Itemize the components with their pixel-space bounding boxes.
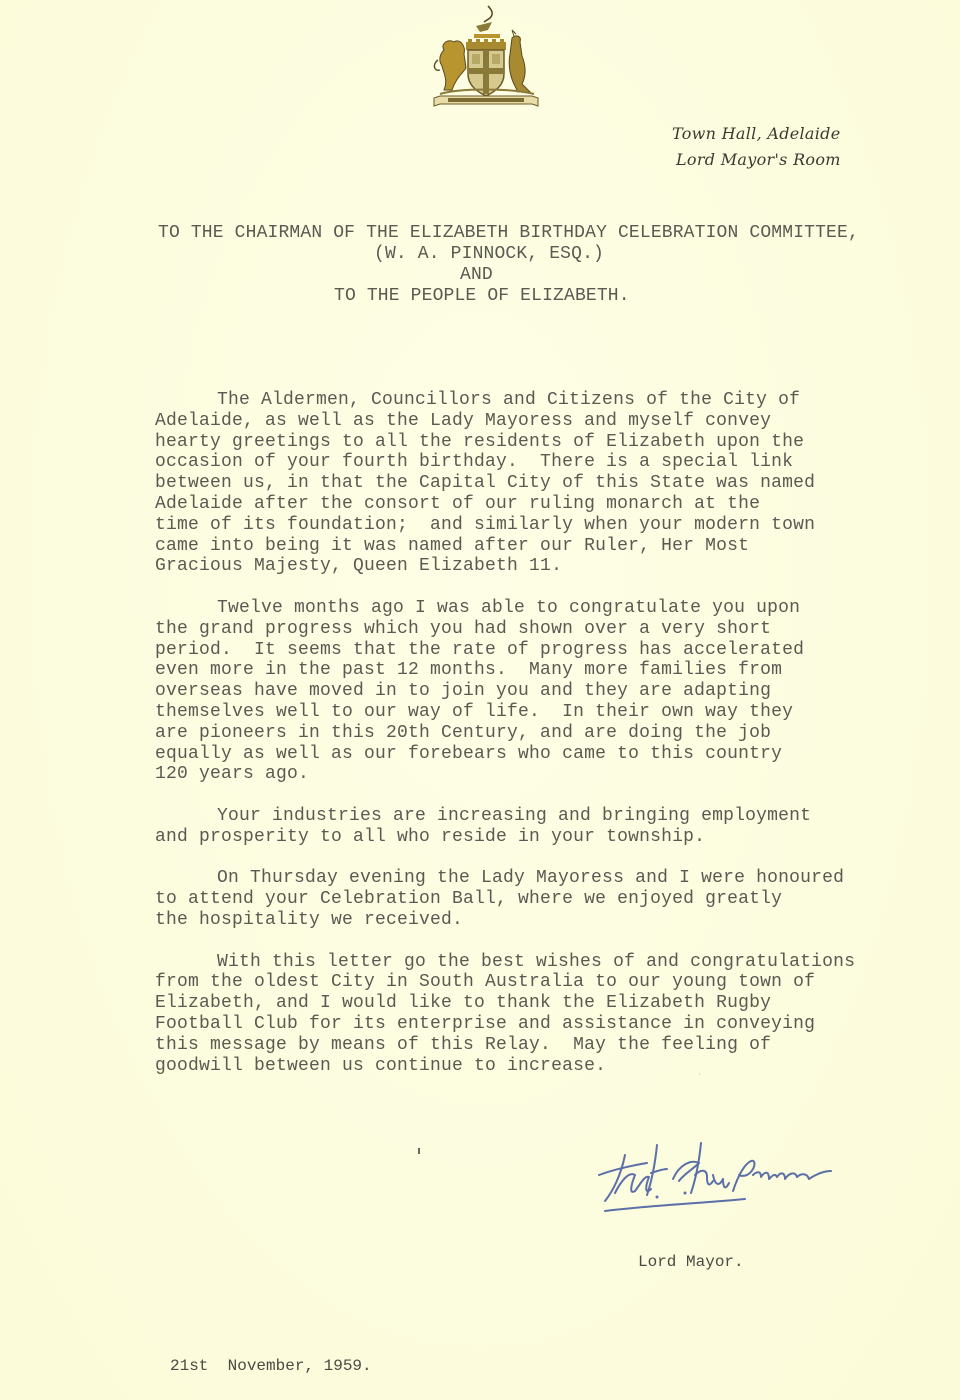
salutation-line: AND (460, 265, 493, 285)
text-line: even more in the past 12 months. Many more families from (155, 660, 783, 681)
salutation-line: TO THE CHAIRMAN OF THE ELIZABETH BIRTHDAY CELEBRATION COMMITTEE, (158, 223, 859, 243)
text-line: the hospitality we received. (155, 909, 464, 930)
paragraph (155, 390, 955, 577)
text-line: and prosperity to all who reside in your township. (155, 826, 706, 847)
signatory-title: Lord Mayor. (638, 1253, 744, 1271)
text-line: With this letter go the best wishes of and congratulations (217, 951, 856, 972)
paragraph (155, 806, 955, 848)
text-line: overseas have moved in to join you and they are adapting (155, 681, 772, 702)
text-line: this message by means of this Relay. May the feeling of (155, 1034, 772, 1055)
salutation-line: TO THE PEOPLE OF ELIZABETH. (334, 286, 630, 306)
paper-mark: · (697, 1070, 702, 1079)
letter-date: 21st November, 1959. (170, 1357, 372, 1375)
paragraph (155, 598, 955, 785)
text-line: themselves well to our way of life. In their own way they (155, 701, 794, 722)
text-line: to attend your Celebration Ball, where we enjoyed greatly (155, 889, 783, 910)
paragraph (155, 868, 955, 930)
text-line: from the oldest City in South Australia to our young town of (155, 972, 816, 993)
address-line: Lord Mayor's Room (676, 150, 841, 169)
text-line: occasion of your fourth birthday. There is a special link (155, 452, 794, 473)
text-line: goodwill between us continue to increase. (155, 1055, 607, 1076)
text-line: the grand progress which you had shown over a very short (155, 618, 772, 639)
text-line: are pioneers in this 20th Century, and are doing the job (155, 722, 772, 743)
letter-body (155, 390, 955, 1097)
text-line: Football Club for its enterprise and assistance in conveying (155, 1013, 816, 1034)
text-line: On Thursday evening the Lady Mayoress and I were honoured (217, 868, 845, 889)
text-line: Elizabeth, and I would like to thank the Elizabeth Rugby (155, 993, 772, 1014)
text-line: Your industries are increasing and bringing employment (217, 805, 812, 826)
text-line: The Aldermen, Councillors and Citizens of the City of (217, 390, 801, 410)
address-line: Town Hall, Adelaide (672, 124, 841, 143)
text-line: 120 years ago. (155, 764, 310, 785)
text-line: Adelaide after the consort of our ruling monarch at the (155, 493, 761, 514)
letterhead-address (672, 121, 841, 173)
salutation-line: (W. A. PINNOCK, ESQ.) (374, 244, 604, 264)
text-line: between us, in that the Capital City of this State was named (155, 473, 816, 494)
paragraph (155, 952, 955, 1077)
text-line: time of its foundation; and similarly when your modern town (155, 514, 816, 535)
text-line: Gracious Majesty, Queen Elizabeth 11. (155, 556, 563, 577)
text-line: equally as well as our forebears who came to this country (155, 743, 783, 764)
handwritten-signature-icon (595, 1135, 845, 1220)
text-line: hearty greetings to all the residents of Elizabeth upon the (155, 431, 805, 452)
coat-of-arms-icon (430, 4, 542, 110)
text-line: came into being it was named after our Ruler, Her Most (155, 535, 750, 556)
text-line: period. It seems that the rate of progress has accelerated (155, 639, 805, 660)
paper-mark (418, 1148, 420, 1154)
text-line: Twelve months ago I was able to congratulate you upon (217, 597, 801, 618)
text-line: Adelaide, as well as the Lady Mayoress and myself convey (155, 410, 772, 431)
